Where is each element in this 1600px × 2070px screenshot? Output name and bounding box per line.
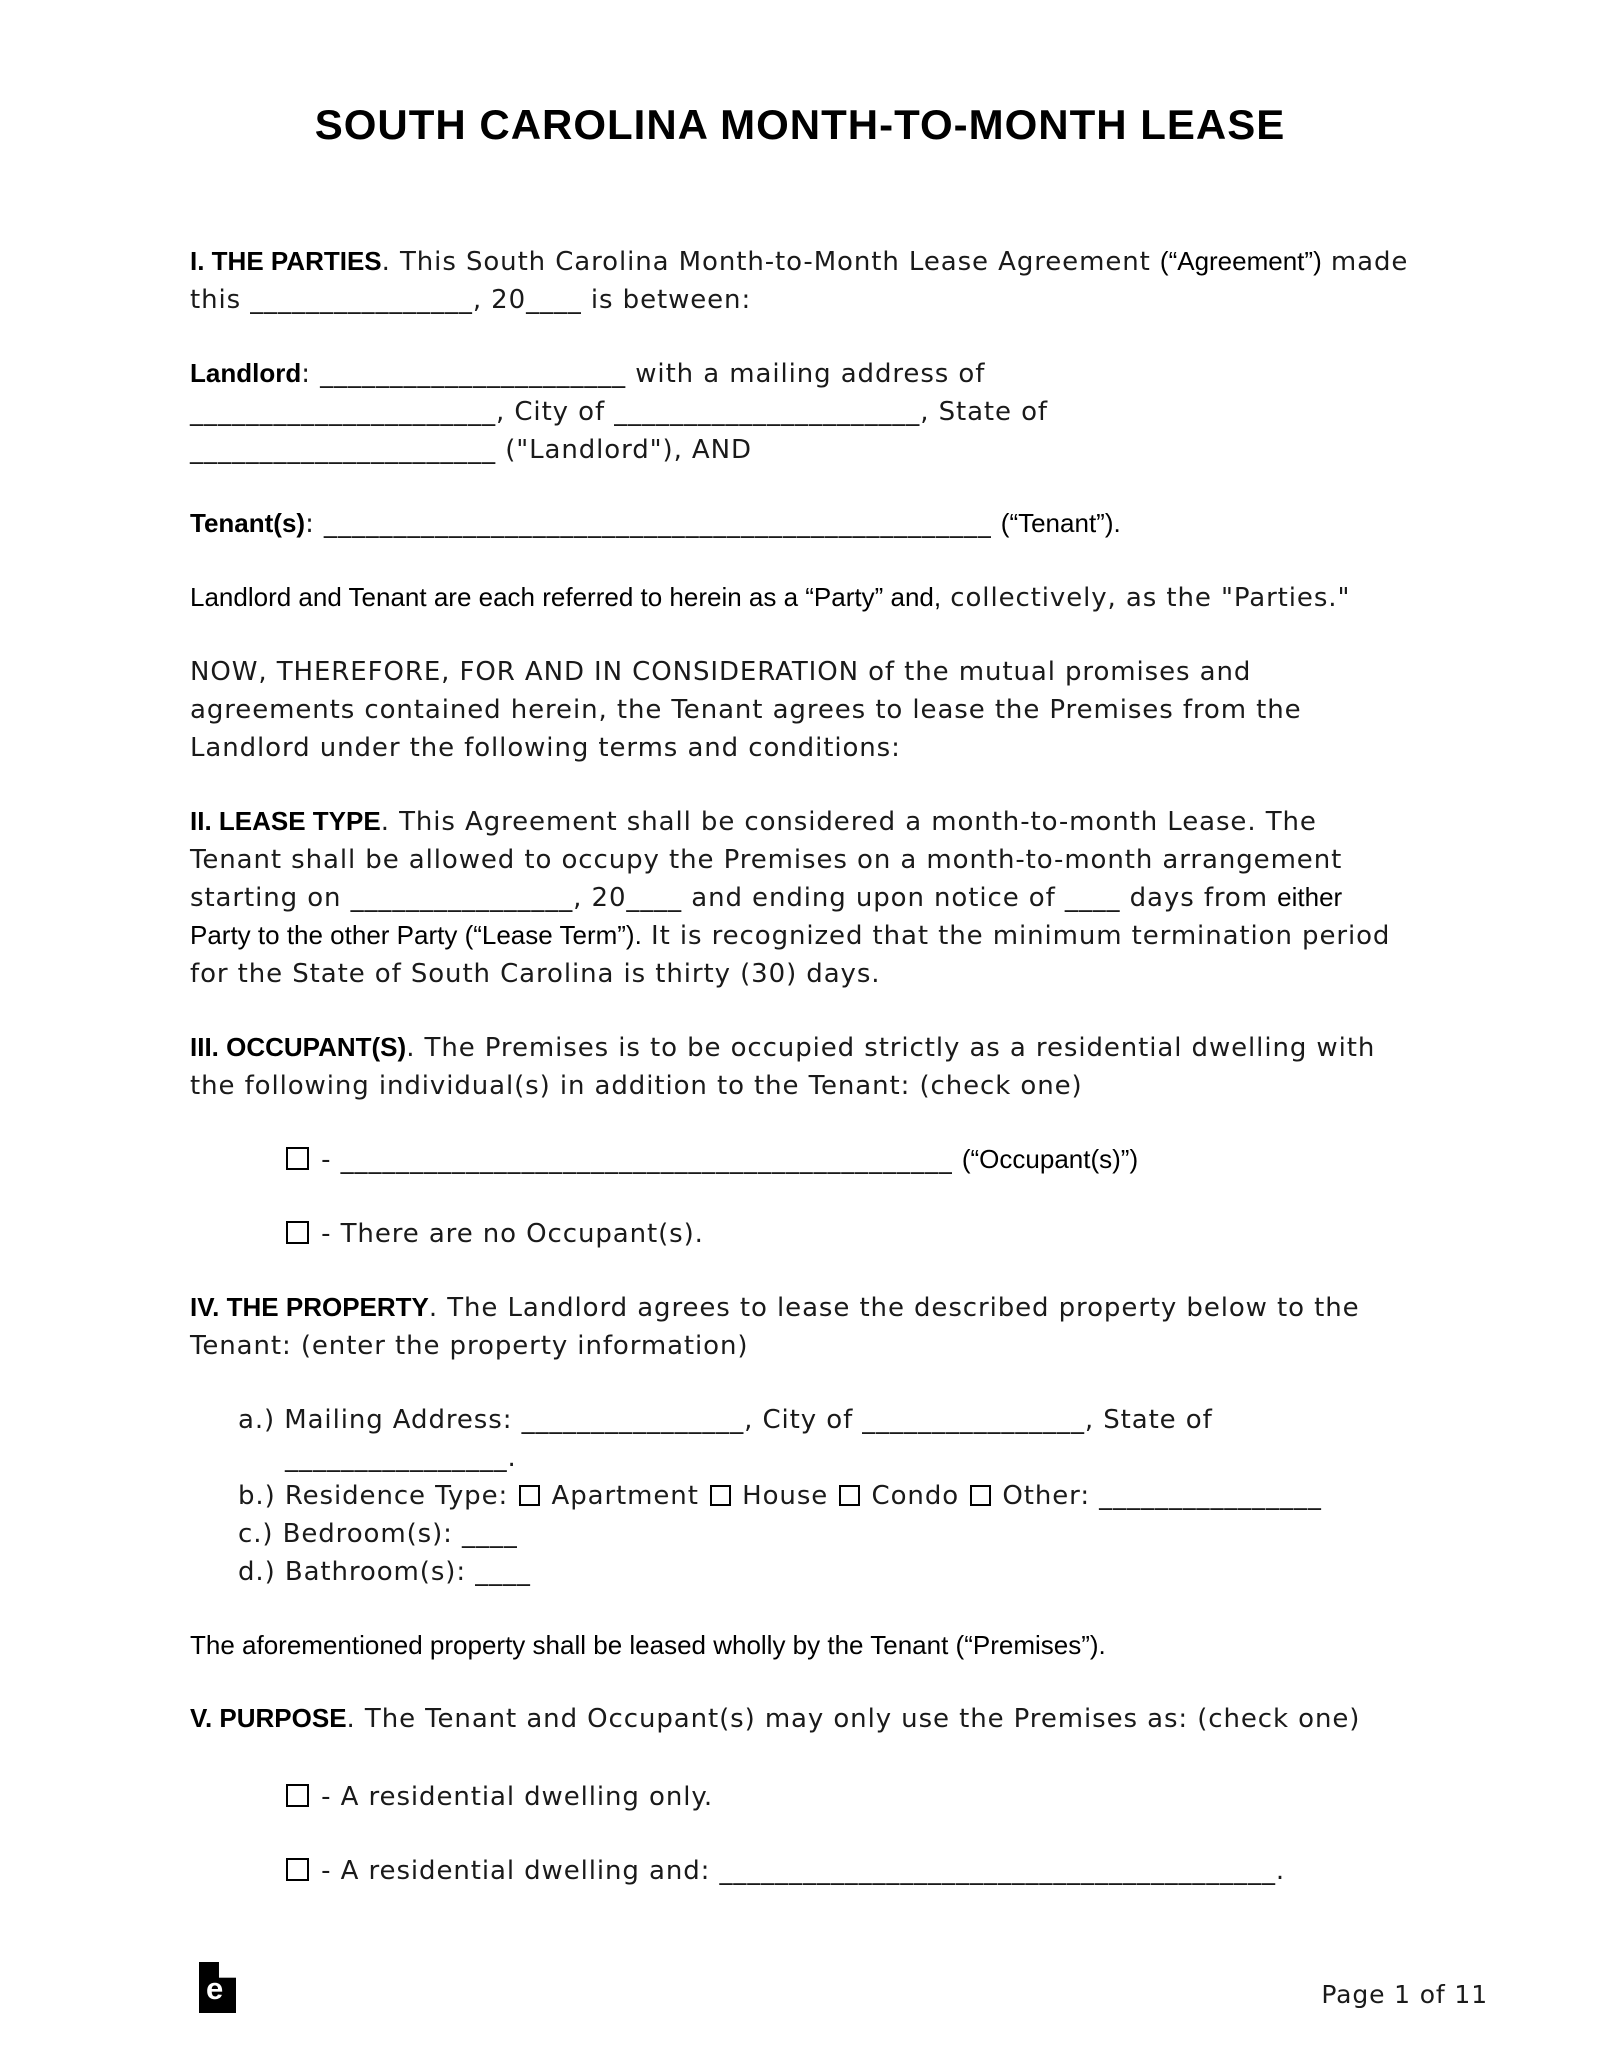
- lease-type-heading: II. LEASE TYPE: [190, 806, 381, 837]
- property-item-mailing-address: [238, 1401, 1410, 1477]
- section-purpose: [190, 1700, 1410, 1738]
- property-item-bedrooms: [238, 1515, 1410, 1553]
- residence-type-condo: Condo: [862, 1481, 969, 1512]
- landlord-state-blank-line: ______________________ ("Landlord"), AND: [190, 435, 752, 466]
- section-occupants: [190, 1029, 1410, 1105]
- occupants-body: . The Premises is to be occupied strictly as a residential dwelling with the following individual(s) in addition to the Tenant: (check one): [190, 1033, 1376, 1102]
- section-property: [190, 1289, 1410, 1365]
- parties-date-blank-text: made this ________________, 20____ is between:: [190, 247, 1409, 316]
- checkbox-icon[interactable]: [710, 1485, 731, 1506]
- property-body: . The Landlord agrees to lease the described property below to the Tenant: (enter the property information): [190, 1293, 1360, 1362]
- mailing-address-line-2: ________________.: [285, 1443, 517, 1474]
- tenant-reference: (“Tenant”).: [1000, 508, 1121, 539]
- purpose-residential-only-text: - A residential dwelling only.: [312, 1782, 714, 1813]
- eforms-logo: [199, 1962, 236, 2013]
- tenant-name-blank: : ________________________________________________: [305, 509, 1001, 540]
- parties-heading: I. THE PARTIES: [190, 246, 382, 277]
- logo-letter: e: [206, 1971, 224, 2006]
- parties-clause: [190, 579, 1410, 617]
- property-detail-list: [190, 1401, 1410, 1591]
- checkbox-icon[interactable]: [839, 1485, 860, 1506]
- landlord-address-blank-line: ______________________, City of ______________________, State of: [190, 397, 1048, 428]
- property-heading: IV. THE PROPERTY: [190, 1292, 429, 1323]
- tenant-block: [190, 505, 1410, 543]
- lease-type-body-2: It is recognized that the minimum termination period for the State of South Carolina is thirty (30) days.: [190, 921, 1391, 990]
- page-number: Page 1 of 11: [1321, 1980, 1488, 2009]
- parties-intro-text: . This South Carolina Month-to-Month Lease Agreement: [381, 247, 1160, 278]
- agreement-reference: (“Agreement”): [1159, 246, 1322, 277]
- landlord-name-blank-line: : ______________________ with a mailing address of: [301, 359, 986, 390]
- occupants-option-none: [190, 1215, 1410, 1253]
- occupants-name-blank: - ____________________________________________: [312, 1145, 962, 1176]
- checkbox-icon[interactable]: [286, 1784, 309, 1807]
- purpose-option-residential-and: [190, 1852, 1410, 1890]
- property-item-bathrooms: [238, 1553, 1410, 1591]
- document-title: SOUTH CAROLINA MONTH-TO-MONTH LEASE: [314, 101, 1286, 148]
- tenant-label: Tenant(s): [190, 508, 306, 539]
- consideration-clause: [190, 653, 1410, 767]
- residence-type-house: House: [732, 1481, 838, 1512]
- checkbox-icon[interactable]: [286, 1221, 309, 1244]
- lease-type-body-1: . This Agreement shall be considered a month-to-month Lease. The Tenant shall be allowed to occupy the Premises on a month-to-month arrangement starting on ________________, 20____ and ending upon notice of ____ days from: [190, 807, 1343, 914]
- landlord-block: [190, 355, 1410, 469]
- checkbox-icon[interactable]: [519, 1485, 540, 1506]
- lease-term-reference: either Party to the other Party (“Lease Term”).: [190, 882, 1343, 951]
- consideration-text: NOW, THEREFORE, FOR AND IN CONSIDERATION of the mutual promises and agreements contained herein, the Tenant agrees to lease the Premises from the Landlord under the following terms and conditions:: [190, 657, 1302, 764]
- bedrooms-text: c.) Bedroom(s): ____: [238, 1519, 518, 1550]
- residence-type-other: Other: ________________: [993, 1481, 1322, 1512]
- property-item-residence-type: [238, 1477, 1410, 1515]
- premises-clause: [190, 1627, 1410, 1664]
- section-parties: [190, 243, 1410, 319]
- bathrooms-text: d.) Bathroom(s): ____: [238, 1557, 531, 1588]
- residence-type-apartment: Apartment: [542, 1481, 708, 1512]
- section-lease-type: [190, 803, 1410, 993]
- parties-clause-lead: Landlord and Tenant are each referred to herein as a “Party” and,: [190, 582, 942, 613]
- purpose-heading: V. PURPOSE: [190, 1703, 347, 1734]
- premises-clause-text: The aforementioned property shall be leased wholly by the Tenant (“Premises”).: [190, 1630, 1106, 1661]
- mailing-address-line-1: a.) Mailing Address: ________________, City of ________________, State of: [238, 1405, 1213, 1436]
- occupants-heading: III. OCCUPANT(S): [190, 1032, 407, 1063]
- occupants-reference: (“Occupant(s)”): [961, 1144, 1139, 1175]
- checkbox-icon[interactable]: [970, 1485, 991, 1506]
- checkbox-icon[interactable]: [286, 1858, 309, 1881]
- purpose-body: . The Tenant and Occupant(s) may only use the Premises as: (check one): [346, 1704, 1361, 1735]
- purpose-residential-and-text: - A residential dwelling and: ________________________________________.: [312, 1856, 1286, 1887]
- parties-clause-tail: collectively, as the "Parties.": [941, 583, 1351, 614]
- landlord-label: Landlord: [190, 358, 302, 389]
- purpose-option-residential-only: [190, 1778, 1410, 1816]
- occupants-option-named: [190, 1141, 1410, 1179]
- occupants-none-text: - There are no Occupant(s).: [312, 1219, 704, 1250]
- checkbox-icon[interactable]: [286, 1147, 309, 1170]
- residence-type-label: b.) Residence Type:: [238, 1481, 518, 1512]
